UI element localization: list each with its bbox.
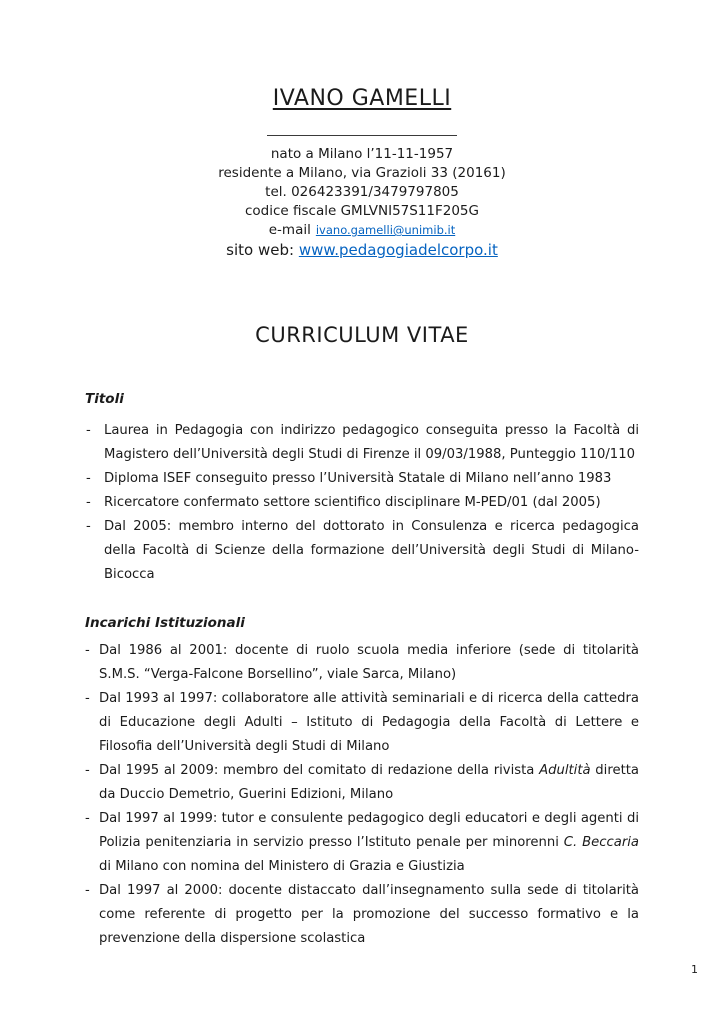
list-item <box>85 879 639 951</box>
email-line <box>85 221 639 240</box>
bullet-dash: - <box>86 471 91 486</box>
website-link[interactable]: www.pedagogiadelcorpo.it <box>298 241 498 259</box>
document-header <box>85 86 639 261</box>
incarichi-list <box>85 639 639 951</box>
text-segment: Dal 1995 al 2009: membro del comitato di redazione della rivista <box>99 763 540 778</box>
bullet-dash: - <box>85 811 90 826</box>
contact-block <box>85 145 639 261</box>
text-segment: diretta da Duccio Demetrio, Guerini Edizioni, Milano <box>99 763 639 802</box>
list-item-text <box>99 763 639 802</box>
list-item-text: Dal 2005: membro interno del dottorato in Consulenza e ricerca pedagogica della Facoltà di Scienze della formazione dell’Università degli Studi di Milano-Bicocca <box>104 519 639 582</box>
residence-line: residente a Milano, via Grazioli 33 (20161) <box>218 165 506 181</box>
email-link[interactable]: ivano.gamelli@unimib.it <box>315 223 456 237</box>
list-item-text <box>99 811 639 874</box>
list-item-text: Dal 1993 al 1997: collaboratore alle attività seminariali e di ricerca della cattedra di Educazione degli Adulti – Istituto di Pedagogia della Facoltà di Lettere e Filosofia dell’Università degli Studi di Milano <box>99 691 639 754</box>
website-line <box>85 240 639 261</box>
text-segment: di Milano con nomina del Ministero di Grazia e Giustizia <box>99 859 465 874</box>
italic-text: C. Beccaria <box>563 835 639 850</box>
list-item <box>85 467 639 491</box>
list-item-text: Dal 1986 al 2001: docente di ruolo scuola media inferiore (sede di titolarità S.M.S. “Verga-Falcone Borsellino”, viale Sarca, Milano) <box>99 643 639 682</box>
italic-text: Adultità <box>539 763 591 778</box>
bullet-dash: - <box>85 643 90 658</box>
divider-line <box>267 135 457 136</box>
website-label: sito web: <box>226 241 295 259</box>
section-heading-titoli: Titoli <box>85 391 124 407</box>
page-title: CURRICULUM VITAE <box>255 323 469 347</box>
list-item-text: Laurea in Pedagogia con indirizzo pedagogico conseguita presso la Facoltà di Magistero dell’Università degli Studi di Firenze il 09/03/1988, Punteggio 110/110 <box>104 423 639 462</box>
titoli-list <box>85 419 639 587</box>
person-name: IVANO GAMELLI <box>272 86 452 111</box>
birth-line: nato a Milano l’11-11-1957 <box>270 146 454 162</box>
list-item <box>85 639 639 687</box>
list-item <box>85 807 639 879</box>
text-segment: Dal 1997 al 1999: tutor e consulente pedagogico degli educatori e degli agenti di Polizia penitenziaria in servizio presso l’Istituto penale per minorenni <box>99 811 639 850</box>
list-item-text: Dal 1997 al 2000: docente distaccato dall’insegnamento sulla sede di titolarità come referente di progetto per la promozione del successo formativo e la prevenzione della dispersione scolastica <box>99 883 639 946</box>
fiscal-code-line: codice fiscale GMLVNI57S11F205G <box>245 203 479 219</box>
bullet-dash: - <box>85 691 90 706</box>
list-item <box>85 491 639 515</box>
list-item <box>85 687 639 759</box>
list-item <box>85 515 639 587</box>
list-item-text: Diploma ISEF conseguito presso l’Università Statale di Milano nell’anno 1983 <box>104 471 612 486</box>
phone-line: tel. 026423391/3479797805 <box>265 184 459 200</box>
bullet-dash: - <box>86 519 91 534</box>
bullet-dash: - <box>85 763 90 778</box>
email-label: e-mail <box>268 222 311 238</box>
page-number: 1 <box>691 963 698 976</box>
section-heading-incarichi: Incarichi Istituzionali <box>85 615 245 631</box>
list-item <box>85 759 639 807</box>
list-item-text: Ricercatore confermato settore scientifico disciplinare M-PED/01 (dal 2005) <box>104 495 601 510</box>
list-item <box>85 419 639 467</box>
bullet-dash: - <box>85 883 90 898</box>
bullet-dash: - <box>86 495 91 510</box>
bullet-dash: - <box>86 423 91 438</box>
